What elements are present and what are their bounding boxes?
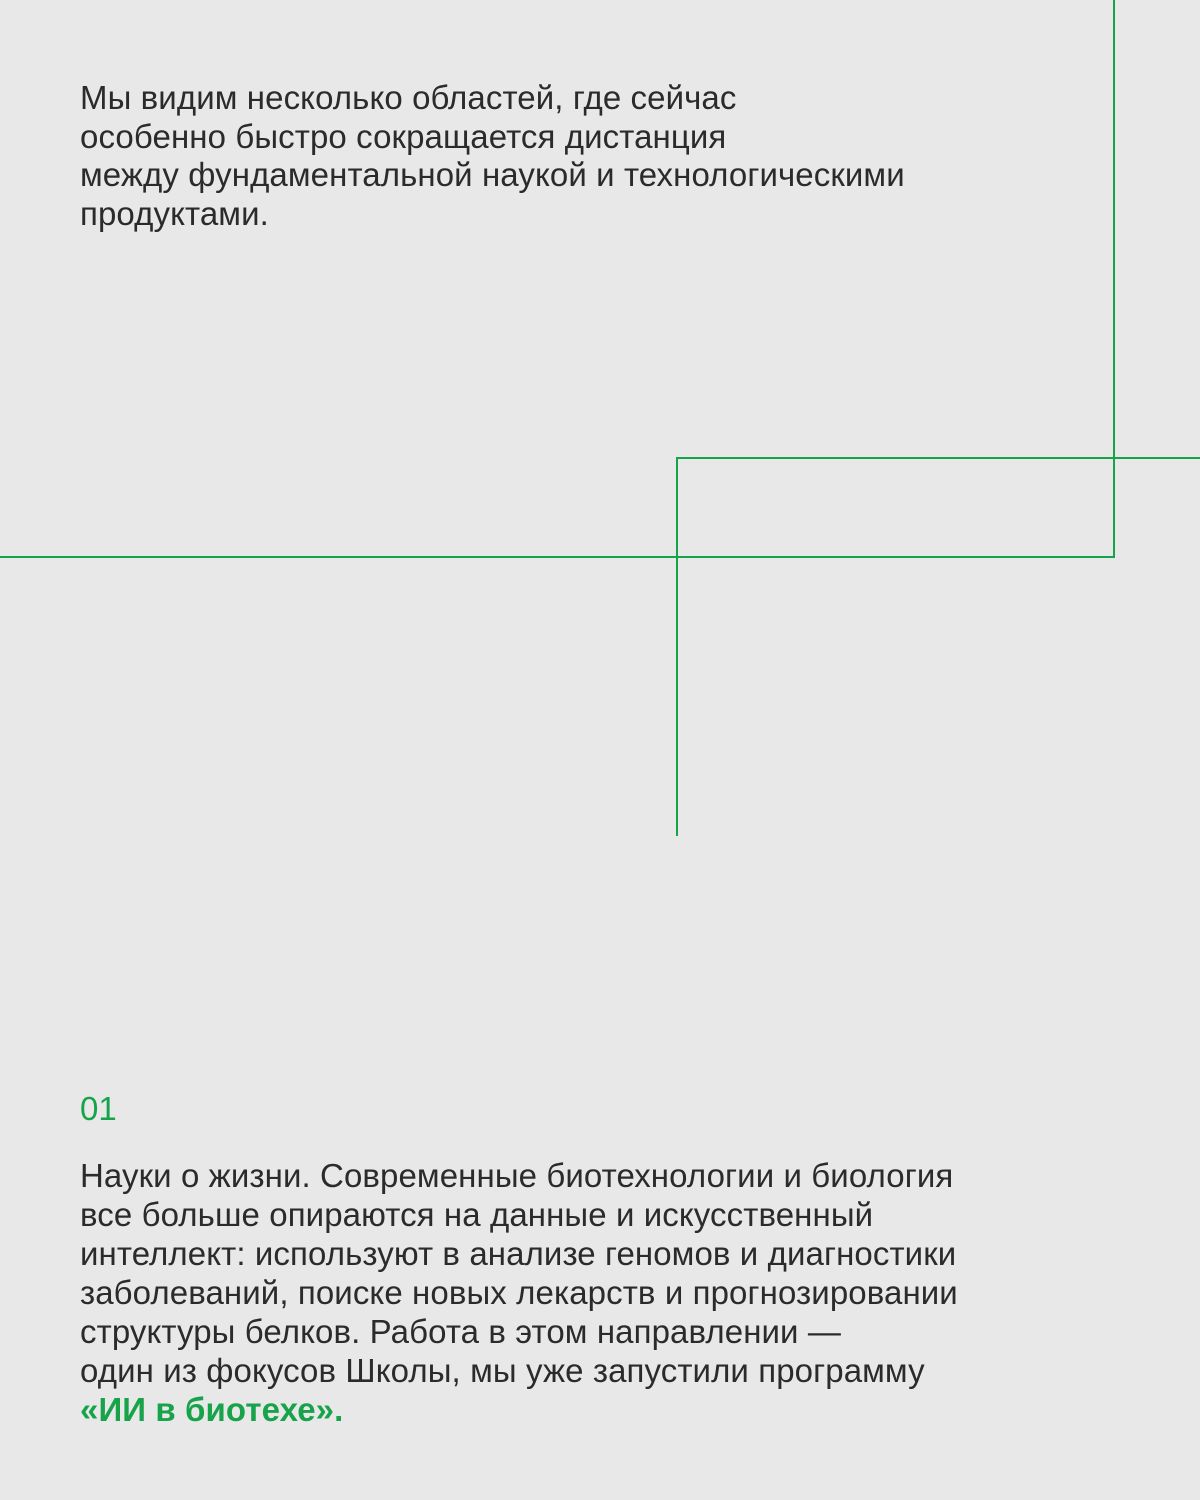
section-line: интеллект: используют в анализе геномов и диагностики <box>80 1235 957 1272</box>
section-life-sciences <box>80 1089 1140 1429</box>
section-number: 01 <box>80 1090 117 1127</box>
section-body <box>80 1156 1140 1429</box>
section-line: Науки о жизни. Современные биотехнологии и биология <box>80 1157 954 1194</box>
section-line-link <box>80 1390 1140 1429</box>
section-line: один из фокусов Школы, мы уже запустили программу <box>80 1352 925 1389</box>
section-line: все больше опираются на данные и искусственный <box>80 1196 874 1233</box>
intro-line: особенно быстро сокращается дистанция <box>80 117 727 155</box>
intro-line: между фундаментальной наукой и технологическими <box>80 156 905 193</box>
section-line: заболеваний, поиске новых лекарств и прогнозировании <box>80 1274 958 1311</box>
intro-line: Мы видим несколько областей, где сейчас <box>80 79 737 116</box>
program-link[interactable]: «ИИ в биотехе». <box>80 1391 344 1428</box>
intro-paragraph <box>80 79 1080 233</box>
section-line: структуры белков. Работа в этом направлении — <box>80 1313 841 1350</box>
intro-line: продуктами. <box>80 194 269 232</box>
